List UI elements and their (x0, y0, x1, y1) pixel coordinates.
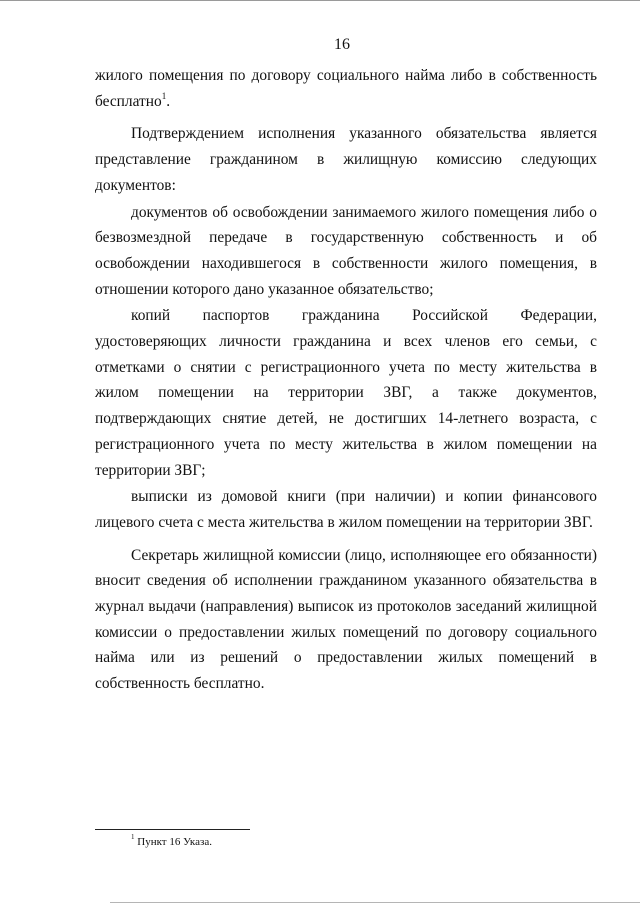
paragraph-house-book: выписки из домовой книги (при наличии) и копии финансового лицевого счета с места жительства в жилом помещении на территории ЗВГ. (95, 488, 597, 531)
paragraph-text-end: . (166, 92, 171, 110)
scan-edge-bottom (110, 902, 640, 903)
paragraph-secretary: Секретарь жилищной комиссии (лицо, исполняющее его обязанности) вносит сведения об исполнении гражданином указанного обязательства в журнал выдачи (направления) выписок из протоколов заседаний жилищной комиссии о предоставлении жилых помещений по договору социального найма или из решений о предоставлении жилых помещений в собственность бесплатно. (95, 546, 597, 693)
paragraph-confirmation: Подтверждением исполнения указанного обязательства является представление гражданином в жилищную комиссию следующих документов: (95, 125, 597, 194)
footnote-text: Пункт 16 Указа. (137, 836, 212, 848)
paragraph-text: жилого помещения по договору социального найма либо в собственность бесплатно (95, 67, 597, 110)
footnote-divider (95, 829, 250, 830)
footnote-reference: 1 (161, 90, 167, 101)
page-number: 16 (334, 36, 350, 53)
paragraph-continuation (95, 63, 597, 114)
footnote (131, 835, 212, 849)
body-text (95, 63, 597, 697)
paragraph-documents-release: документов об освобождении занимаемого жилого помещения либо о безвозмездной передаче в государственную собственность и об освобождении находившегося в собственности жилого помещения, в отношении которого дано указанное обязательство; (95, 203, 597, 298)
footnote-marker: 1 (131, 833, 135, 842)
scan-edge-top (0, 0, 640, 1)
paragraph-passport-copies: копий паспортов гражданина Российской Федерации, удостоверяющих личности гражданина и всех членов его семьи, с отметками о снятии с регистрационного учета по месту жительства в жилом помещении на территории ЗВГ, а также документов, подтверждающих снятие детей, не достигших 14-летнего возраста, с регистрационного учета по месту жительства в жилом помещении на территории ЗВГ; (95, 307, 597, 479)
